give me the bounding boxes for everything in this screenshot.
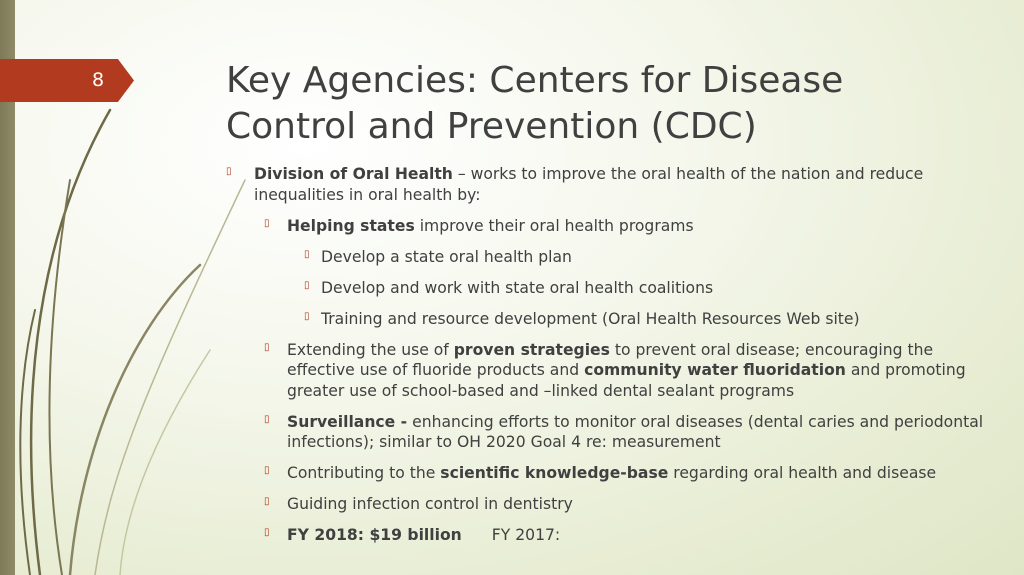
bullet-state-plan (226, 247, 996, 268)
bullet-proven-strategies (226, 340, 996, 402)
bullet-bold-text: proven strategies (453, 340, 610, 359)
bullet-text: Extending the use of (287, 340, 454, 359)
bullet-text: Develop and work with state oral health coalitions (321, 278, 714, 297)
bullet-surveillance (226, 412, 996, 453)
bullet-division-of-oral-health (226, 164, 996, 205)
bullet-knowledge-base (226, 463, 996, 484)
bullet-marker: ▯ (264, 496, 270, 507)
slide-title (226, 58, 986, 150)
bullet-bold-text: Division of Oral Health (254, 165, 453, 183)
bullet-marker: ▯ (304, 248, 310, 260)
bullet-fiscal-year (226, 525, 996, 546)
bullet-marker: ▯ (264, 527, 270, 538)
bullet-text: Guiding infection control in dentistry (287, 495, 573, 513)
bullet-marker: ▯ (304, 279, 310, 291)
bullet-infection-control (226, 494, 996, 515)
bullet-bold-text: Helping states (287, 216, 415, 235)
bullet-bold-text: scientific knowledge-base (440, 464, 669, 482)
bullet-text: improve their oral health programs (414, 216, 694, 235)
bullet-bold-text: community water fluoridation (584, 361, 846, 379)
bullet-marker: ▯ (304, 310, 310, 322)
bullet-coalitions (226, 278, 996, 299)
slide-number-tag (0, 59, 134, 102)
title-line-1: Key Agencies: Centers for Disease (226, 60, 844, 101)
slide-content (226, 164, 996, 556)
bullet-text: regarding oral health and disease (668, 464, 937, 482)
bullet-text: – works to improve the oral health of the nation and reduce inequalities in oral health by: (254, 165, 924, 204)
bullet-text: FY 2017: (491, 526, 561, 544)
bullet-text: to prevent oral disease; encouraging the effective use of fluoride products and (287, 340, 934, 379)
bullet-marker: ▯ (264, 217, 270, 229)
bullet-text: Develop a state oral health plan (321, 247, 572, 266)
bullet-bold-text: Surveillance - (287, 412, 408, 431)
slide-number: 8 (91, 69, 105, 91)
bullet-marker: ▯ (264, 341, 270, 353)
bullet-marker: ▯ (264, 465, 270, 476)
bullet-marker: ▯ (264, 413, 270, 425)
bullet-text: Training and resource development (Oral Health Resources Web site) (321, 309, 860, 328)
bullet-text: Contributing to the (287, 464, 441, 482)
bullet-training (226, 309, 996, 330)
bullet-marker: ▯ (226, 166, 232, 177)
bullet-helping-states (226, 216, 996, 237)
bullet-bold-text: FY 2018: $19 billion (287, 526, 462, 544)
bullet-text: and promoting greater use of school-based and –linked dental sealant programs (287, 361, 966, 400)
bullet-text: enhancing efforts to monitor oral diseases (dental caries and periodontal infections); similar to OH 2020 Goal 4 re: measurement (287, 412, 984, 451)
title-line-2: Control and Prevention (CDC) (226, 106, 757, 147)
